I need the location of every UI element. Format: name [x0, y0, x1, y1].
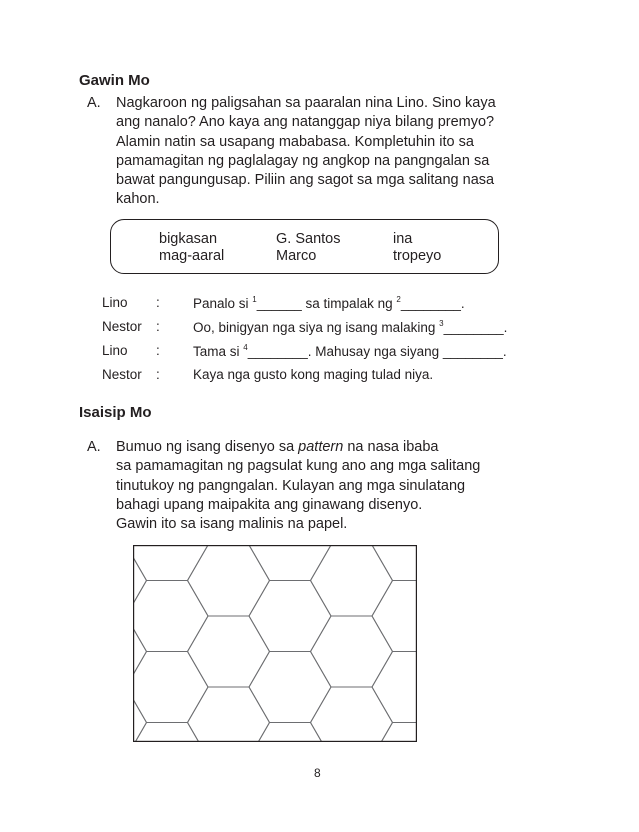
blank-number: 1: [252, 295, 257, 304]
instruction-line: tinutukoy ng pangngalan. Kulayan ang mga sinulatang: [116, 477, 466, 494]
dialogue-line: Kaya nga gusto kong maging tulad niya.: [193, 367, 434, 382]
instruction-text: na nasa ibaba: [343, 439, 439, 455]
hexagon-cell: [249, 723, 331, 743]
hexagon-cell: [311, 687, 393, 742]
dialogue-colon: :: [156, 343, 160, 358]
instruction-line: pamamagitan ng paglalagay ng angkop na pangngalan sa: [116, 152, 490, 169]
hexagon-cell: [133, 652, 208, 723]
hexagon-cell: [372, 652, 417, 723]
hexagon-cell: [188, 545, 270, 616]
instruction-line: bahagi upang maipakita ang ginawang disenyo.: [116, 496, 423, 513]
word-choice: mag-aaral: [159, 248, 225, 264]
pattern-border: [134, 546, 417, 742]
dialogue-speaker: Nestor: [102, 319, 142, 334]
dialogue-colon: :: [156, 319, 160, 334]
dialogue-text: Tama si: [193, 344, 244, 359]
hexagon-cell: [372, 581, 417, 652]
hexagon-cell: [249, 581, 331, 652]
word-choice: bigkasan: [159, 231, 218, 247]
instruction-line: sa pamamagitan ng pagsulat kung ano ang mga salitang: [116, 458, 481, 475]
blank-number: 2: [396, 295, 401, 304]
dialogue-colon: :: [156, 367, 160, 382]
hexagon-cell: [133, 581, 208, 652]
dialogue-text: Panalo si: [193, 296, 253, 311]
instruction-line: kahon.: [116, 191, 160, 208]
section-heading-isaisip-mo: Isaisip Mo: [79, 404, 152, 421]
dialogue-text: ______ sa timpalak ng: [256, 296, 397, 311]
dialogue-line: [193, 343, 507, 359]
hexagon-cell: [311, 616, 393, 687]
instruction-line: Alamin natin sa usapang mababasa. Kompletuhin ito sa: [116, 133, 474, 150]
instruction-line: ang nanalo? Ano kaya ang natanggap niya bilang premyo?: [116, 114, 495, 131]
hexagon-cell: [311, 545, 393, 616]
item-label-a: A.: [87, 95, 101, 111]
dialogue-colon: :: [156, 295, 160, 310]
word-choice: G. Santos: [276, 231, 341, 247]
word-choice: Marco: [276, 248, 317, 264]
hexagon-cell: [372, 545, 417, 581]
hexagon-cell: [188, 616, 270, 687]
instruction-emphasis: pattern: [298, 439, 344, 455]
dialogue-line: [193, 295, 465, 311]
instruction-line: [116, 438, 536, 457]
hexagon-cell: [372, 723, 417, 743]
section-heading-gawin-mo: Gawin Mo: [79, 72, 150, 89]
dialogue-speaker: Lino: [102, 295, 128, 310]
instruction-line: Gawin ito sa isang malinis na papel.: [116, 516, 348, 533]
dialogue-text: ________.: [443, 320, 508, 335]
word-choice: tropeyo: [393, 248, 442, 264]
hexagon-cell: [133, 545, 147, 616]
hexagon-cell: [249, 545, 331, 581]
dialogue-speaker: Lino: [102, 343, 128, 358]
hexagon-pattern: [133, 545, 417, 742]
instruction-paragraph: [116, 94, 536, 210]
instruction-paragraph: [116, 438, 536, 534]
dialogue-speaker: Nestor: [102, 367, 142, 382]
dialogue-line: [193, 319, 507, 335]
blank-number: 3: [439, 319, 444, 328]
blank-number: 4: [243, 343, 248, 352]
dialogue-text: ________. Mahusay nga siyang ________.: [247, 344, 507, 359]
hexagon-cell: [188, 687, 270, 742]
instruction-line: Nagkaroon ng paligsahan sa paaralan nina Lino. Sino kaya: [116, 95, 496, 111]
instruction-text: Bumuo ng isang disenyo sa: [116, 439, 299, 455]
word-choice: ina: [393, 231, 413, 247]
hexagon-cell: [133, 545, 208, 581]
dialogue-text: ________.: [400, 296, 465, 311]
instruction-line: bawat pangungusap. Piliin ang sagot sa mga salitang nasa: [116, 172, 495, 189]
item-label-a: A.: [87, 439, 101, 455]
hexagon-cell: [133, 616, 147, 687]
dialogue-text: Oo, binigyan nga siya ng isang malaking: [193, 320, 440, 335]
hexagon-cell: [249, 652, 331, 723]
page-number: 8: [314, 766, 321, 780]
